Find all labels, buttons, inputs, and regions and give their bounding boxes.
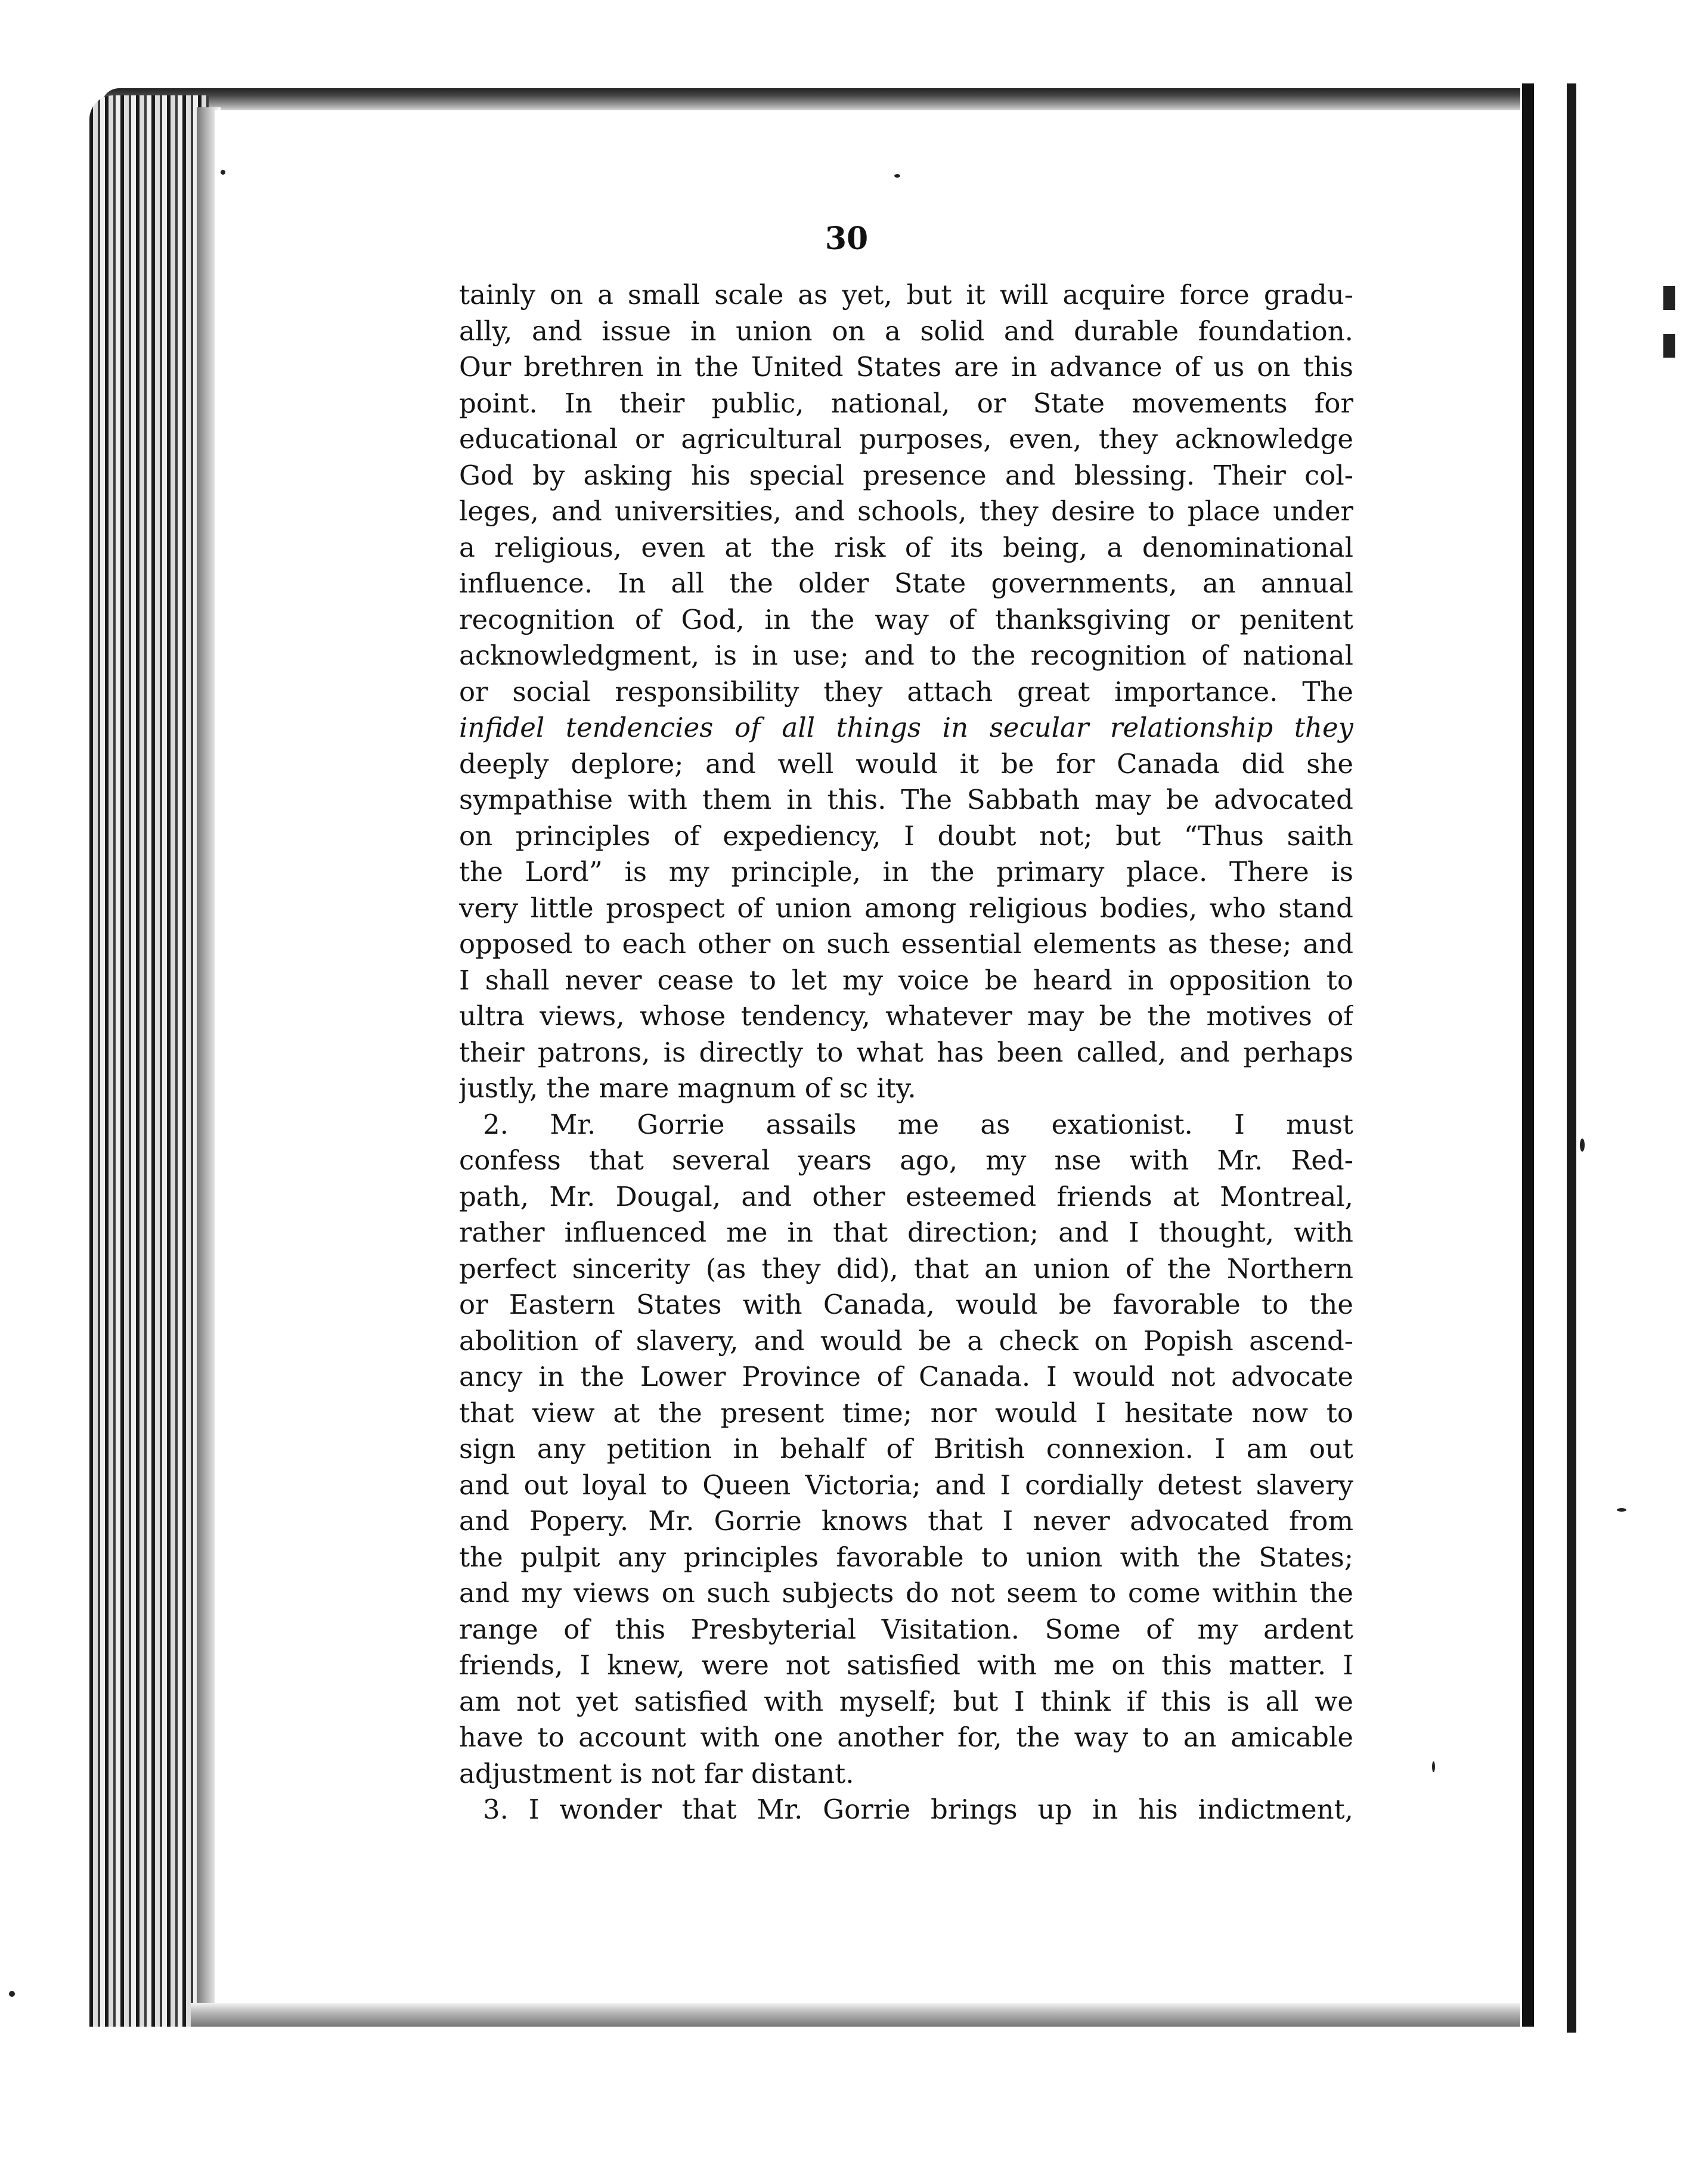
text-line: I shall never cease to let my voice be heard in opposition to [459,964,1353,996]
scan-speck [221,170,225,175]
text-line: friends, I knew, were not satisfied with me on this matter. I [459,1649,1353,1681]
text-line: the Lord” is my principle, in the primary place. There is [459,856,1353,888]
body-text [459,277,1353,1828]
text-line: Our brethren in the United States are in advance of us on this [459,351,1353,383]
text-line: God by asking his special presence and blessing. Their col- [459,459,1353,491]
text-line: and my views on such subjects do not seem to come within the [459,1577,1353,1609]
text-line: their patrons, is directly to what has been called, and perhaps [459,1036,1353,1068]
scan-speck [1580,1138,1585,1152]
scan-speck [1432,1761,1435,1772]
text-line: a religious, even at the risk of its being, a denominational [459,531,1353,563]
text-line: justly, the mare magnum of sc ity. [459,1072,916,1104]
text-line: or social responsibility they attach great importance. The [459,675,1353,708]
facing-page-fragment [1663,334,1675,358]
text-line: recognition of God, in the way of thanksgiving or penitent [459,603,1353,635]
page-number: 30 [825,221,869,257]
text-line: path, Mr. Dougal, and other esteemed friends at Montreal, [459,1180,1353,1212]
text-line: have to account with one another for, the way to an amicable [459,1721,1353,1753]
facing-page-edge [1567,83,1576,2033]
text-line: confess that several years ago, my nse with Mr. Red- [459,1144,1353,1176]
text-line: am not yet satisfied with myself; but I think if this is all we [459,1685,1353,1717]
text-line: infidel tendencies of all things in secular relationship they [459,712,1353,743]
text-line: educational or agricultural purposes, even, they acknowledge [459,423,1353,455]
text-line: sign any petition in behalf of British connexion. I am out [459,1433,1353,1465]
text-line: deeply deplore; and well would it be for Canada did she [459,747,1353,780]
text-line: on principles of expediency, I doubt not; but “Thus saith [459,820,1353,852]
text-line: point. In their public, national, or State movements for [459,387,1353,419]
scan-speck [1617,1508,1626,1512]
text-line: acknowledgment, is in use; and to the recognition of national [459,640,1353,671]
text-line: and out loyal to Queen Victoria; and I cordially detest slavery [459,1469,1353,1501]
text-line: and Popery. Mr. Gorrie knows that I never advocated from [459,1505,1353,1537]
page-edge-top [101,88,1520,112]
text-line: rather influenced me in that direction; and I thought, with [459,1217,1353,1248]
text-line: perfect sincerity (as they did), that an union of the Northern [459,1252,1353,1285]
text-line: 3. I wonder that Mr. Gorrie brings up in his indictment, [483,1794,1353,1825]
text-line: or Eastern States with Canada, would be favorable to the [459,1289,1353,1320]
page-stack-left-edge [89,95,209,2027]
text-line: range of this Presbyterial Visitation. Some of my ardent [459,1613,1353,1645]
text-line: abolition of slavery, and would be a check on Popish ascend- [459,1324,1353,1357]
text-line: ally, and issue in union on a solid and durable foundation. [459,315,1353,347]
text-line: influence. In all the older State governments, an annual [459,567,1353,599]
text-line: ancy in the Lower Province of Canada. I would not advocate [459,1361,1353,1392]
facing-page-fragment [1663,286,1675,310]
text-line: tainly on a small scale as yet, but it will acquire force gradu- [459,279,1353,311]
text-line: leges, and universities, and schools, they desire to place under [459,495,1353,527]
text-line: that view at the present time; nor would I hesitate now to [459,1397,1353,1429]
text-line: the pulpit any principles favorable to union with the States; [459,1541,1353,1573]
text-line: very little prospect of union among religious bodies, who stand [459,892,1353,924]
text-line: 2. Mr. Gorrie assails me as exationist. I must [483,1108,1353,1140]
page-edge-bottom [191,2003,1520,2027]
text-line: opposed to each other on such essential elements as these; and [459,928,1353,960]
text-line: adjustment is not far distant. [459,1757,854,1789]
text-line: ultra views, whose tendency, whatever may be the motives of [459,1000,1353,1032]
scan-speck [894,174,900,178]
scan-speck [9,1991,15,1997]
book-spine-edge [1522,83,1534,2027]
text-line: sympathise with them in this. The Sabbath may be advocated [459,784,1353,815]
